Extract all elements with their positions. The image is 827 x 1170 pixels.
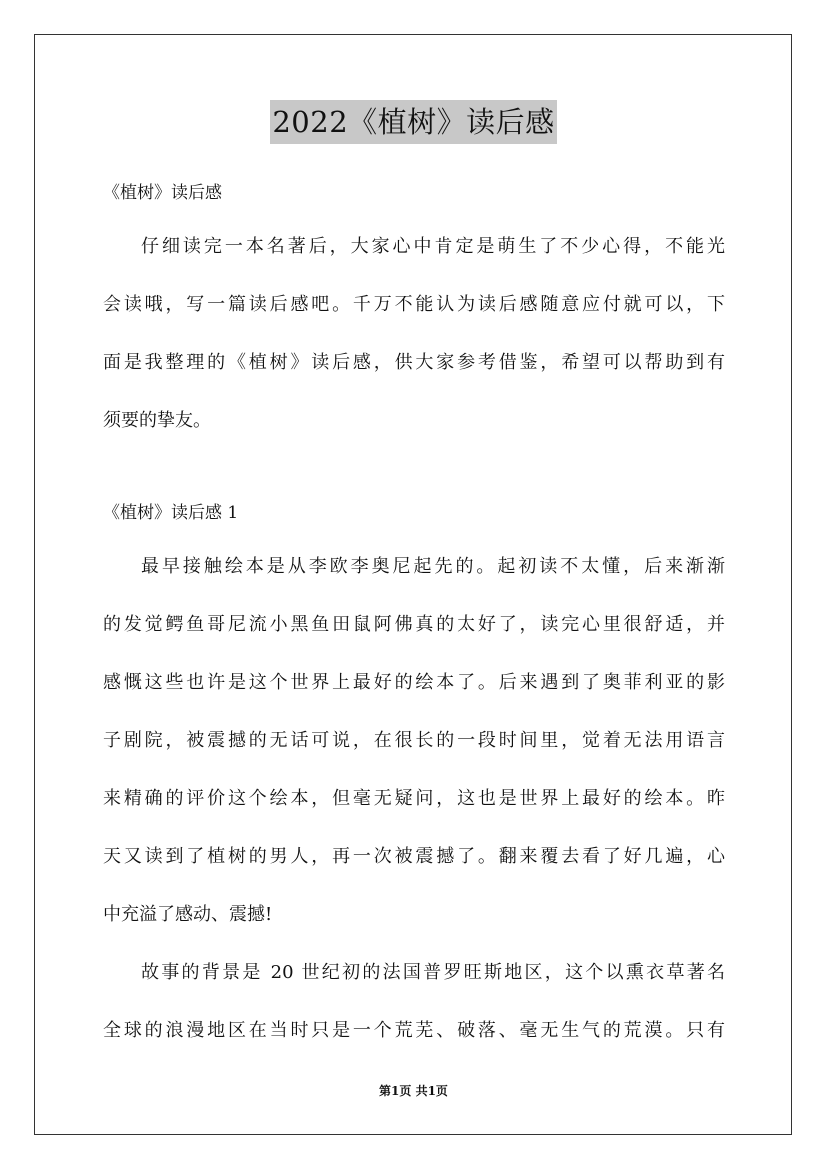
title-wrap bbox=[0, 100, 827, 144]
intro-heading: 《植树》读后感 bbox=[103, 183, 222, 203]
para1-line: 中充溢了感动、震撼! bbox=[103, 904, 273, 925]
para1-line: 感慨这些也许是这个世界上最好的绘本了。后来遇到了奥菲利亚的影 bbox=[103, 672, 725, 693]
para2-line: 全球的浪漫地区在当时只是一个荒芜、破落、毫无生气的荒漠。只有 bbox=[103, 1020, 725, 1041]
para1-line: 天又读到了植树的男人，再一次被震撼了。翻来覆去看了好几遍，心 bbox=[103, 846, 725, 867]
para1-line: 的发觉鳄鱼哥尼流小黑鱼田鼠阿佛真的太好了，读完心里很舒适，并 bbox=[103, 614, 725, 635]
intro-line: 面是我整理的《植树》读后感，供大家参考借鉴，希望可以帮助到有 bbox=[103, 352, 725, 373]
document-title: 2022《植树》读后感 bbox=[270, 100, 556, 144]
page-number: 第1页 共1页 bbox=[379, 1084, 448, 1098]
para1-line: 最早接触绘本是从李欧李奥尼起先的。起初读不太懂，后来渐渐 bbox=[141, 556, 725, 577]
document-body bbox=[103, 168, 725, 1060]
intro-paragraph bbox=[103, 218, 725, 450]
page-footer bbox=[0, 1082, 827, 1099]
intro-line: 须要的挚友。 bbox=[103, 410, 211, 431]
intro-line: 仔细读完一本名著后，大家心中肯定是萌生了不少心得，不能光 bbox=[141, 236, 725, 257]
para1-line: 来精确的评价这个绘本，但毫无疑问，这也是世界上最好的绘本。昨 bbox=[103, 788, 725, 809]
intro-line: 会读哦，写一篇读后感吧。千万不能认为读后感随意应付就可以，下 bbox=[103, 294, 725, 315]
paragraph-1 bbox=[103, 538, 725, 944]
paragraph-2 bbox=[103, 944, 725, 1060]
section1-heading: 《植树》读后感 1 bbox=[103, 503, 239, 523]
para1-line: 子剧院，被震撼的无话可说，在很长的一段时间里，觉着无法用语言 bbox=[103, 730, 725, 751]
para2-line: 故事的背景是 20 世纪初的法国普罗旺斯地区，这个以熏衣草著名 bbox=[141, 962, 725, 983]
